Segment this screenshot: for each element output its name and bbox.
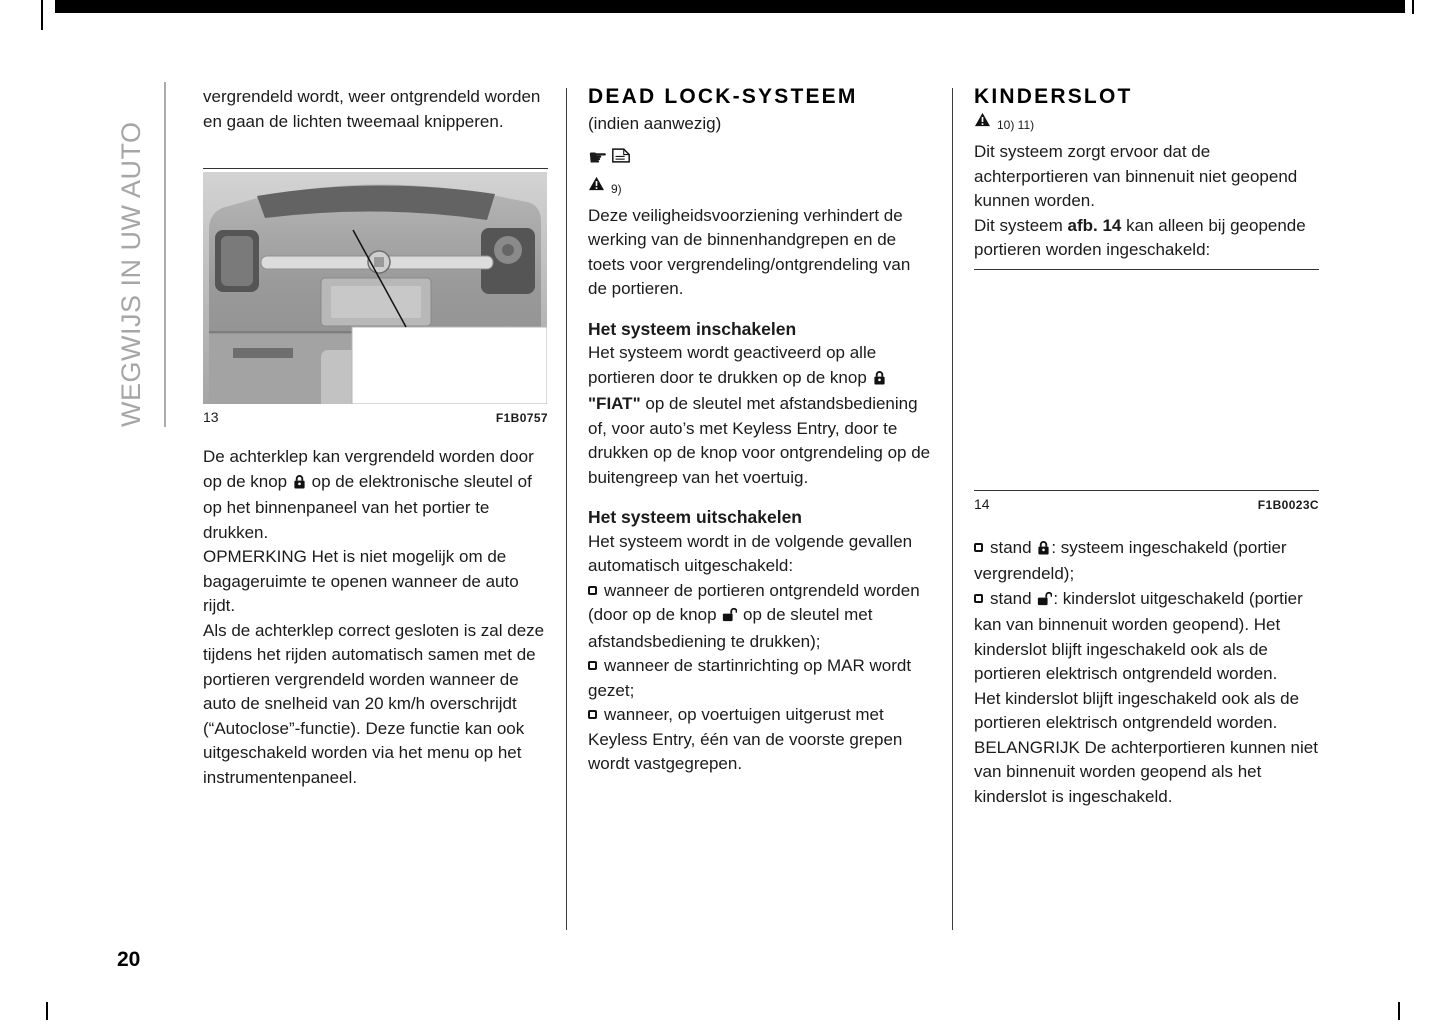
column-right <box>974 85 1319 809</box>
warning-icon <box>588 176 605 196</box>
text-segment: wanneer, op voertuigen uitgerust met Keyless Entry, één van de voorste grepen wordt vastgegrepen. <box>588 705 903 773</box>
paragraph-autoclose: Als de achterklep correct gesloten is zal deze tijdens het rijden automatisch samen met de portieren vergrendeld worden wanneer de auto de snelheid van 20 km/h overschrijdt (“Autoclose”-functie). Deze functie kan ook uitgeschakeld worden via het menu op het instrumentenpaneel. <box>203 620 545 787</box>
paragraph-childlock-important: BELANGRIJK De achterportieren kunnen niet van binnenuit worden geopend als het kinderslot is ingeschakeld. <box>974 737 1318 806</box>
warning-row <box>974 112 1319 132</box>
column-middle <box>588 85 933 777</box>
pointing-hand-icon: ☛ <box>588 144 608 170</box>
crop-mark-top-right <box>1412 0 1414 14</box>
fiat-button-label: "FIAT" <box>588 394 641 413</box>
text-segment: De achterklep kan vergrendeld worden door op de knop <box>203 447 534 491</box>
section-heading-deadlock: DEAD LOCK-SYSTEEM <box>588 85 858 108</box>
car-rear-photo <box>203 172 547 404</box>
section-heading-kinderslot: KINDERSLOT <box>974 85 1133 108</box>
text-segment: op de sleutel met afstandsbediening of, voor auto’s met Keyless Entry, door te drukken op de knop voor ontgrendeling op de buitengreep van het voertuig. <box>588 394 931 487</box>
text-segment: : kinderslot uitgeschakeld (portier kan van binnenuit worden geopend). Het kinderslot blijft ingeschakeld ook als de portieren elektrisch ontgrendeld worden. <box>974 588 1303 683</box>
figure-14-image-area <box>974 269 1319 491</box>
square-bullet-icon <box>588 661 597 670</box>
paragraph-tailgate-lock <box>203 445 548 545</box>
text-segment: kan alleen bij geopende portieren worden ingeschakeld: <box>974 215 1306 259</box>
list-item <box>974 587 1319 687</box>
paragraph-childlock-2 <box>974 214 1319 263</box>
list-item <box>974 536 1319 587</box>
figure-reference: afb. 14 <box>1067 215 1122 235</box>
booklet-icon <box>611 147 631 169</box>
warning-row <box>588 176 933 196</box>
subheading-enable: Het systeem inschakelen <box>588 318 797 339</box>
paragraph-childlock-1: Dit systeem zorgt ervoor dat de achterportieren van binnenuit niet geopend kunnen worden. <box>974 142 1298 210</box>
page-number: 20 <box>117 948 141 971</box>
figure-13 <box>203 168 548 425</box>
square-bullet-icon <box>974 594 983 603</box>
lock-open-icon <box>1037 589 1052 614</box>
lock-closed-icon <box>293 472 306 497</box>
text-segment: : systeem ingeschakeld (portier vergrendeld); <box>974 537 1287 583</box>
figure-code: F1B0023C <box>1257 497 1319 512</box>
square-bullet-icon <box>588 586 597 595</box>
chapter-label: WEGWIJS IN UW AUTO <box>116 121 146 427</box>
subheading-disable: Het systeem uitschakelen <box>588 507 802 527</box>
text-segment: Dit systeem <box>974 215 1063 235</box>
paragraph-note: OPMERKING Het is niet mogelijk om de bagageruimte te openen wanneer de auto rijdt. <box>203 547 519 615</box>
column-left <box>203 85 548 790</box>
text-segment: op de elektronische sleutel of op het binnenpaneel van het portier te drukken. <box>203 471 532 542</box>
figure-number: 13 <box>203 409 219 425</box>
square-bullet-icon <box>974 543 983 552</box>
paragraph-deadlock-desc: Deze veiligheidsvoorziening verhindert de werking van de binnenhandgrepen en de toets voor vergrendeling/ontgrendeling van de portieren. <box>588 205 911 298</box>
paragraph-enable <box>588 341 933 490</box>
warning-references: 10) 11) <box>997 118 1035 132</box>
text-segment: wanneer de portieren ontgrendeld worden (door op de knop <box>588 580 920 624</box>
top-bar <box>55 0 1405 13</box>
crop-mark-bottom-left <box>46 1002 48 1020</box>
paragraph-disable-intro: Het systeem wordt in de volgende gevallen automatisch uitgeschakeld: <box>588 531 913 575</box>
text-segment: wanneer de startinrichting op MAR wordt gezet; <box>588 656 912 700</box>
text-segment: stand <box>990 588 1032 608</box>
list-item <box>588 703 933 777</box>
list-item <box>588 654 933 703</box>
square-bullet-icon <box>588 710 597 719</box>
lock-closed-icon <box>1037 538 1050 563</box>
figure-caption <box>203 404 548 425</box>
text-segment: op de sleutel met afstandsbediening te drukken); <box>588 605 873 651</box>
text-segment: stand <box>990 537 1032 557</box>
list-item <box>588 579 933 655</box>
figure-number: 14 <box>974 495 990 512</box>
paragraph-intro: vergrendeld wordt, weer ontgrendeld worden en gaan de lichten tweemaal knipperen. <box>203 87 541 131</box>
lock-closed-icon <box>873 368 886 393</box>
column-divider-right <box>952 88 953 930</box>
availability-note: (indien aanwezig) <box>588 114 722 133</box>
figure-caption <box>974 491 1319 512</box>
text-segment: Het systeem wordt geactiveerd op alle portieren door te drukken op de knop <box>588 343 877 387</box>
lock-open-icon <box>722 605 737 630</box>
crop-mark-bottom-right <box>1398 1002 1400 1020</box>
column-divider-left <box>566 88 567 930</box>
figure-code: F1B0757 <box>495 411 548 425</box>
figure-14 <box>974 269 1319 512</box>
crop-mark-top-left <box>41 0 43 30</box>
warning-references: 9) <box>611 181 622 196</box>
see-booklet-row <box>588 145 933 171</box>
paragraph-childlock-3: Het kinderslot blijft ingeschakeld ook als de portieren elektrisch ontgrendeld worden. <box>974 688 1300 732</box>
chapter-rule <box>164 82 166 427</box>
warning-icon <box>974 112 991 132</box>
